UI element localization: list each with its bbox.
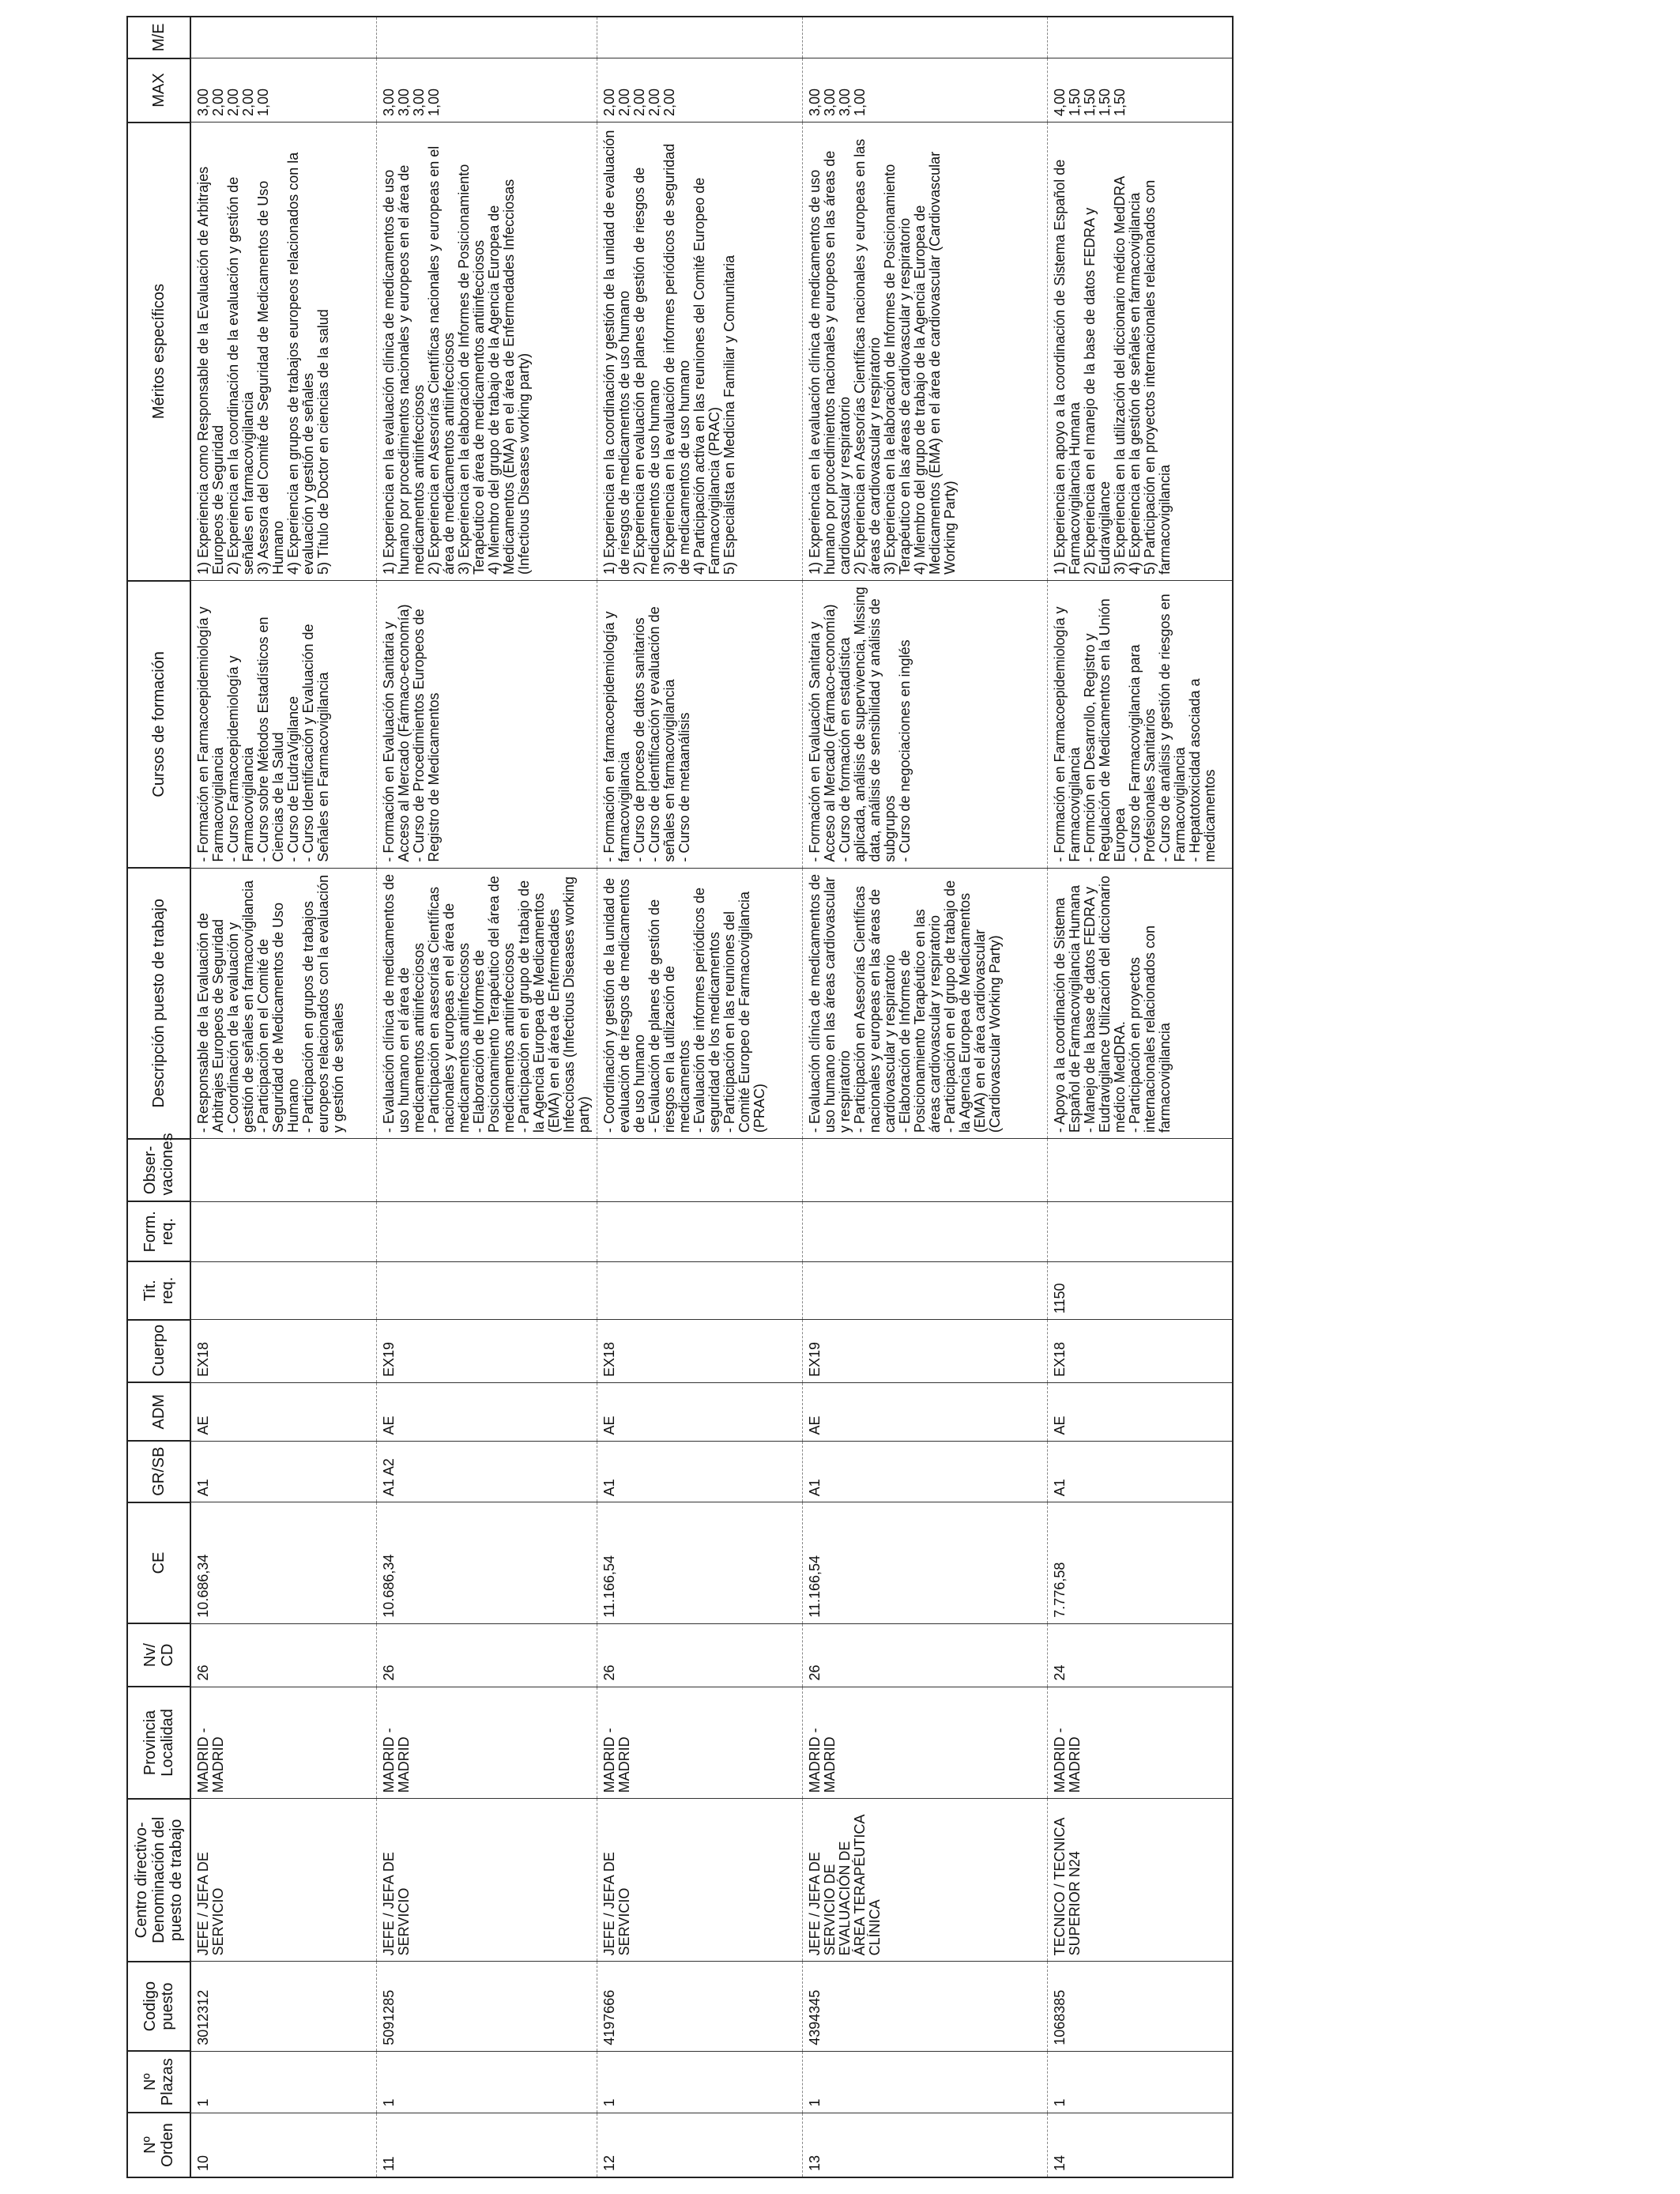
- descripcion-item: - Responsable de la Evaluación de Arbitrajes Europeos de Seguridad: [195, 912, 226, 1133]
- max-item: 1,00: [851, 89, 868, 117]
- cell-orden: 11: [376, 2113, 597, 2177]
- meritos-item: 1) Experiencia como Responsable de la Evaluación de Arbitrajes Europeos de Seguridad: [195, 166, 226, 575]
- cursos-item: - Hepatotoxicidad asociada a medicamentos: [1186, 678, 1218, 862]
- cell-meritos: [190, 123, 376, 581]
- cell-cursos: [597, 581, 802, 869]
- cell-max: [802, 58, 1047, 123]
- header-meritos: Méritos específicos: [127, 123, 190, 581]
- cursos-item: - Curso de identificación y evaluación de señales en farmacovigilancia: [646, 606, 677, 862]
- cell-ce: 10.686,34: [376, 1502, 597, 1623]
- meritos-item: 1) Experiencia en la evaluación clínica de medicamentos de uso humano por procedimientos nacionales y europeos en las áreas de cardiovascular y respiratorio: [806, 150, 853, 575]
- header-adm: ADM: [127, 1383, 190, 1442]
- max-item: 2,00: [240, 89, 256, 117]
- header-observaciones: Obser- vaciones: [127, 1139, 190, 1202]
- meritos-item: 2) Experiencia en la coordinación de la evaluación y gestión de señales en farmacovigilancia: [225, 176, 256, 575]
- descripcion-item: - Participación en proyectos internacionales relacionados con farmacovigilancia: [1126, 925, 1173, 1133]
- cell-max: [597, 58, 802, 123]
- max-item: 1,50: [1111, 89, 1128, 117]
- descripcion-item: - Evaluación clínica de medicamentos de uso humano en el área de medicamentos antiinfecciosos: [380, 873, 427, 1133]
- descripcion-item: - Participación en las reuniones del Comité Europeo de Farmacovigilancia (PRAC): [721, 891, 767, 1133]
- header-cuerpo: Cuerpo: [127, 1320, 190, 1383]
- cursos-item: - Formción en Desarrollo, Registro y Regulación de Medicamentos en la Unión Europea: [1081, 598, 1128, 862]
- max-item: 1,00: [425, 89, 442, 117]
- cell-adm: AE: [802, 1383, 1047, 1442]
- cell-adm: AE: [376, 1383, 597, 1442]
- cell-formacion: [597, 1201, 802, 1261]
- descripcion-item: - Participación en el Comité de Seguridad de Medicamentos de Uso Humano: [255, 902, 301, 1133]
- meritos-item: 3) Experiencia en la elaboración de Informes de Posicionamiento Terapéutico en las áreas de cardiovascular y respiratorio: [881, 164, 913, 575]
- cell-meritos: [802, 123, 1047, 581]
- max-item: 2,00: [646, 89, 662, 117]
- cell-centro: TECNICO / TECNICA SUPERIOR N24: [1047, 1799, 1233, 1962]
- cell-cursos: [376, 581, 597, 869]
- cursos-item: - Formación en Farmacoepidemiología y Farmacovigilancia: [1051, 606, 1083, 862]
- cell-plazas: 1: [597, 2051, 802, 2113]
- cell-adm: AE: [597, 1383, 802, 1442]
- cell-grupo: A1: [802, 1441, 1047, 1502]
- max-item: 3,00: [806, 89, 823, 117]
- cell-ce: 11.166,54: [597, 1502, 802, 1623]
- max-item: 1,50: [1096, 89, 1113, 117]
- header-descripcion: Descripción puesto de trabajo: [127, 868, 190, 1139]
- cell-orden: 13: [802, 2113, 1047, 2177]
- header-cursos: Cursos de formación: [127, 581, 190, 869]
- cell-observaciones: [1047, 1139, 1233, 1202]
- cell-cuerpo: EX19: [802, 1320, 1047, 1383]
- cell-provincia: MADRID - MADRID: [376, 1687, 597, 1799]
- header-me: M/E: [127, 17, 190, 58]
- cell-descripcion: [802, 868, 1047, 1139]
- meritos-item: 3) Experiencia en la elaboración de Informes de Posicionamiento Terapéutico el área de medicamentos antiinfecciosos: [455, 164, 487, 575]
- cell-me: [376, 17, 597, 58]
- cursos-item: - Formación en Evaluación Sanitaria y Acceso al Mercado (Fármaco-economía): [380, 604, 412, 862]
- meritos-item: 5) Participación en proyectos internacionales relacionados con farmacovigilancia: [1141, 179, 1173, 575]
- meritos-item: 4) Miembro del grupo de trabajo de la Agencia Europea de Medicamentos (EMA) en el área de cardiovascular (Cardiovascular Working Party): [911, 151, 958, 575]
- max-item: 3,00: [836, 89, 853, 117]
- descripcion-item: - Participación en asesorías Científicas nacionales y europeas en el área de medicamentos antiinfecciosos: [425, 886, 472, 1133]
- header-provincia: Provincia Localidad: [127, 1687, 190, 1799]
- max-item: 3,00: [395, 89, 412, 117]
- meritos-item: 1) Experiencia en apoyo a la coordinación de Sistema Español de Farmacovigilancia Humana: [1051, 159, 1083, 575]
- cell-adm: AE: [190, 1383, 376, 1442]
- max-item: 3,00: [195, 89, 211, 117]
- cell-max: [376, 58, 597, 123]
- cursos-item: - Formación en Evaluación Sanitaria y Acceso al Mercado (Fármaco-economía): [806, 604, 838, 862]
- cell-me: [1047, 17, 1233, 58]
- cell-max: [190, 58, 376, 123]
- cell-max: [1047, 58, 1233, 123]
- cursos-item: - Curso de Farmacovigilancia para Profesionales Sanitarios: [1126, 644, 1158, 862]
- cell-titulacion: [376, 1261, 597, 1320]
- header-codigo: Codigo puesto: [127, 1962, 190, 2051]
- descripcion-item: - Evaluación clínica de medicamentos de uso humano en las áreas cardiovascular y respiratorio: [806, 873, 853, 1133]
- cell-nivel: 24: [1047, 1623, 1233, 1687]
- cursos-item: - Curso de análisis y gestión de riesgos en Farmacovigilancia: [1156, 594, 1188, 862]
- cell-orden: 12: [597, 2113, 802, 2177]
- cell-formacion: [802, 1201, 1047, 1261]
- cell-orden: 14: [1047, 2113, 1233, 2177]
- max-item: 3,00: [380, 89, 397, 117]
- table-body: [190, 17, 1233, 2177]
- cell-plazas: 1: [376, 2051, 597, 2113]
- positions-table: [126, 16, 1234, 2178]
- meritos-item: 1) Experiencia en la coordinación y gestión de la unidad de evaluación de riesgos de medicamentos de uso humano: [601, 130, 632, 575]
- header-ce: CE: [127, 1502, 190, 1623]
- meritos-item: 2) Experiencia en Asesorías Científicas nacionales y europeas en las áreas de cardiovascular y respiratorio: [851, 138, 883, 575]
- table-row: [802, 17, 1047, 2177]
- max-item: 2,00: [210, 89, 226, 117]
- cell-ce: 7.776,58: [1047, 1502, 1233, 1623]
- cell-provincia: MADRID - MADRID: [597, 1687, 802, 1799]
- cell-grupo: A1: [1047, 1441, 1233, 1502]
- max-item: 3,00: [821, 89, 838, 117]
- cell-cuerpo: EX18: [597, 1320, 802, 1383]
- cursos-item: - Curso Identificación y Evaluación de Señales en Farmacovigilancia: [300, 624, 331, 862]
- descripcion-item: - Participación en el grupo de trabajo de la Agencia Europea de Medicamentos (EMA) en el área de Enfermedades Infecciosas (Infectious Diseases working party): [515, 876, 592, 1133]
- cell-meritos: [376, 123, 597, 581]
- cell-cursos: [1047, 581, 1233, 869]
- max-item: 2,00: [225, 89, 241, 117]
- max-item: 4,00: [1051, 89, 1068, 117]
- header-titulacion: Tit. req.: [127, 1261, 190, 1320]
- table-row: [1047, 17, 1233, 2177]
- table-row: [190, 17, 376, 2177]
- header-orden: Nº Orden: [127, 2113, 190, 2177]
- descripcion-item: - Elaboración de Informes de Posicionamiento Terapéutico del área de medicamentos antiinfecciosos: [470, 876, 517, 1133]
- cell-provincia: MADRID - MADRID: [190, 1687, 376, 1799]
- table-row: [376, 17, 597, 2177]
- cell-meritos: [597, 123, 802, 581]
- header-max: MAX: [127, 58, 190, 123]
- cell-ce: 10.686,34: [190, 1502, 376, 1623]
- cursos-item: - Curso de EudraVigilance: [285, 696, 301, 862]
- descripcion-item: - Participación en Asesorías Científicas nacionales y europeas en las áreas de cardiovascular y respiratorio: [851, 885, 898, 1133]
- cell-descripcion: [1047, 868, 1233, 1139]
- table-row: [597, 17, 802, 2177]
- header-grupo: GR/SB: [127, 1441, 190, 1502]
- cell-cursos: [190, 581, 376, 869]
- descripcion-item: - Coordinación de la evaluación y gestión de señales en farmacovigilancia: [225, 880, 256, 1133]
- descripcion-item: - Evaluación de planes de gestión de riesgos en la utilización de medicamentos: [646, 899, 692, 1133]
- cursos-item: - Curso sobre Métodos Estadísticos en Ciencias de la Salud: [255, 616, 286, 862]
- cell-formacion: [1047, 1201, 1233, 1261]
- cursos-item: - Formación en farmacoepidemiología y farmacovigilancia: [601, 611, 632, 862]
- cell-observaciones: [190, 1139, 376, 1202]
- cell-descripcion: [376, 868, 597, 1139]
- cursos-item: - Curso de negociaciones en inglés: [896, 639, 913, 862]
- meritos-item: 3) Experiencia en la evaluación de informes periódicos de seguridad de medicamentos de uso humano: [661, 143, 692, 575]
- cell-cuerpo: EX19: [376, 1320, 597, 1383]
- cell-titulacion: [597, 1261, 802, 1320]
- cell-ce: 11.166,54: [802, 1502, 1047, 1623]
- cell-cuerpo: EX18: [190, 1320, 376, 1383]
- meritos-item: 3) Experiencia en la utilización del diccionario médico MedDRA: [1111, 175, 1128, 575]
- cell-descripcion: [597, 868, 802, 1139]
- cell-descripcion: [190, 868, 376, 1139]
- cell-provincia: MADRID - MADRID: [802, 1687, 1047, 1799]
- descripcion-item: - Elaboración de Informes de Posicionamiento Terapéutico en las áreas cardiovascular y respiratorio: [896, 909, 943, 1133]
- cell-codigo: 5091285: [376, 1962, 597, 2051]
- descripcion-item: - Participación en grupos de trabajos europeos relacionados con la evaluación y gestión de señales: [300, 874, 346, 1133]
- cell-codigo: 4394345: [802, 1962, 1047, 2051]
- cell-plazas: 1: [190, 2051, 376, 2113]
- cell-nivel: 26: [190, 1623, 376, 1687]
- cell-provincia: MADRID - MADRID: [1047, 1687, 1233, 1799]
- cursos-item: - Curso de metaanálisis: [676, 712, 692, 862]
- cell-me: [802, 17, 1047, 58]
- cell-formacion: [190, 1201, 376, 1261]
- cursos-item: - Curso de proceso de datos sanitarios: [631, 617, 647, 862]
- meritos-item: 5) Especialista en Medicina Familiar y Comunitaria: [721, 254, 737, 575]
- cell-plazas: 1: [1047, 2051, 1233, 2113]
- meritos-item: 4) Experiencia en la gestión de señales en farmacovigilancia: [1126, 192, 1143, 575]
- descripcion-item: - Evaluación de informes periódicos de seguridad de los medicamentos: [691, 887, 722, 1133]
- cell-me: [190, 17, 376, 58]
- meritos-item: 2) Experiencia en evaluación de planes de gestión de riesgos de medicamentos de uso humano: [631, 167, 662, 575]
- cell-grupo: A1 A2: [376, 1441, 597, 1502]
- cell-centro: JEFE / JEFA DE SERVICIO: [376, 1799, 597, 1962]
- cell-observaciones: [802, 1139, 1047, 1202]
- max-item: 2,00: [631, 89, 647, 117]
- cell-plazas: 1: [802, 2051, 1047, 2113]
- meritos-item: 2) Experiencia en el manejo de la base de datos FEDRA y Eudravigilance: [1081, 207, 1113, 575]
- header-centro: Centro directivo- Denominación del puesto de trabajo: [127, 1799, 190, 1962]
- cell-centro: JEFE / JEFA DE SERVICIO: [190, 1799, 376, 1962]
- descripcion-item: - Apoyo a la coordinación de Sistema Español de Farmacovigilancia Humana: [1051, 884, 1083, 1133]
- max-item: 1,50: [1081, 89, 1098, 117]
- max-item: 1,00: [255, 89, 271, 117]
- cell-orden: 10: [190, 2113, 376, 2177]
- max-item: 2,00: [661, 89, 677, 117]
- cell-titulacion: 1150: [1047, 1261, 1233, 1320]
- cell-titulacion: [190, 1261, 376, 1320]
- cell-cursos: [802, 581, 1047, 869]
- descripcion-item: - Manejo de la base de datos FEDRA y Eudravigilance Utilización del diccionario médico MedDRA.: [1081, 875, 1128, 1133]
- cell-codigo: 1068385: [1047, 1962, 1233, 2051]
- cell-grupo: A1: [597, 1441, 802, 1502]
- cell-nivel: 26: [597, 1623, 802, 1687]
- cursos-item: - Curso de formación en estadística aplicada, análisis de supervivencia, Missing data, análisis de sensibilidad y análisis de subgrupos: [836, 586, 898, 862]
- cell-grupo: A1: [190, 1441, 376, 1502]
- cell-observaciones: [597, 1139, 802, 1202]
- descripcion-item: - Participación en el grupo de trabajo de la Agencia Europea de Medicamentos (EMA) en el área cardiovascular (Cardiovascular Working Party): [941, 880, 1003, 1133]
- cell-codigo: 3012312: [190, 1962, 376, 2051]
- meritos-item: 1) Experiencia en la evaluación clínica de medicamentos de uso humano por procedimientos nacionales y europeos en el área de medicamentos antiinfecciosos: [380, 164, 427, 575]
- descripcion-item: - Coordinación y gestión de la unidad de evaluación de riesgos de medicamentos de uso humano: [601, 877, 647, 1133]
- max-item: 2,00: [601, 89, 617, 117]
- meritos-item: 4) Participación activa en las reuniones del Comité Europeo de Farmacovigilancia (PRAC): [691, 177, 722, 575]
- cell-centro: JEFE / JEFA DE SERVICIO DE EVALUACIÓN DE ÁREA TERAPÉUTICA CLÍNICA: [802, 1799, 1047, 1962]
- meritos-item: 4) Miembro del grupo de trabajo de la Agencia Europea de Medicamentos (EMA) en el área de Enfermedades Infecciosas (Infectious Diseases working party): [485, 179, 532, 575]
- max-item: 1,50: [1066, 89, 1083, 117]
- header-formacion: Form. req.: [127, 1201, 190, 1261]
- cell-meritos: [1047, 123, 1233, 581]
- cell-adm: AE: [1047, 1383, 1233, 1442]
- cursos-item: - Formación en Farmacoepidemiología y Farmacovigilancia: [195, 606, 226, 862]
- header-row: [127, 17, 190, 2177]
- meritos-item: 3) Asesora del Comité de Seguridad de Medicamentos de Uso Humano: [255, 180, 286, 575]
- max-item: 2,00: [616, 89, 632, 117]
- cell-titulacion: [802, 1261, 1047, 1320]
- cell-formacion: [376, 1201, 597, 1261]
- cell-nivel: 26: [376, 1623, 597, 1687]
- cursos-item: - Curso Farmacoepidemiología y Farmacovigilancia: [225, 655, 256, 862]
- cursos-item: - Curso de Procedimientos Europeos de Registro de Medicamentos: [410, 609, 442, 862]
- meritos-item: 5) Título de Doctor en ciencias de la salud: [315, 309, 331, 575]
- max-item: 3,00: [410, 89, 427, 117]
- header-nivel: Nv/ CD: [127, 1623, 190, 1687]
- cell-centro: JEFE / JEFA DE SERVICIO: [597, 1799, 802, 1962]
- cell-cuerpo: EX18: [1047, 1320, 1233, 1383]
- cell-me: [597, 17, 802, 58]
- cell-nivel: 26: [802, 1623, 1047, 1687]
- meritos-item: 2) Experiencia en Asesorías Científicas nacionales y europeas en el área de medicamentos antiinfecciosos: [425, 145, 457, 575]
- cell-observaciones: [376, 1139, 597, 1202]
- header-plazas: Nº Plazas: [127, 2051, 190, 2113]
- meritos-item: 4) Experiencia en grupos de trabajos europeos relacionados con la evaluación y gestión de señales: [285, 152, 316, 575]
- cell-codigo: 4197666: [597, 1962, 802, 2051]
